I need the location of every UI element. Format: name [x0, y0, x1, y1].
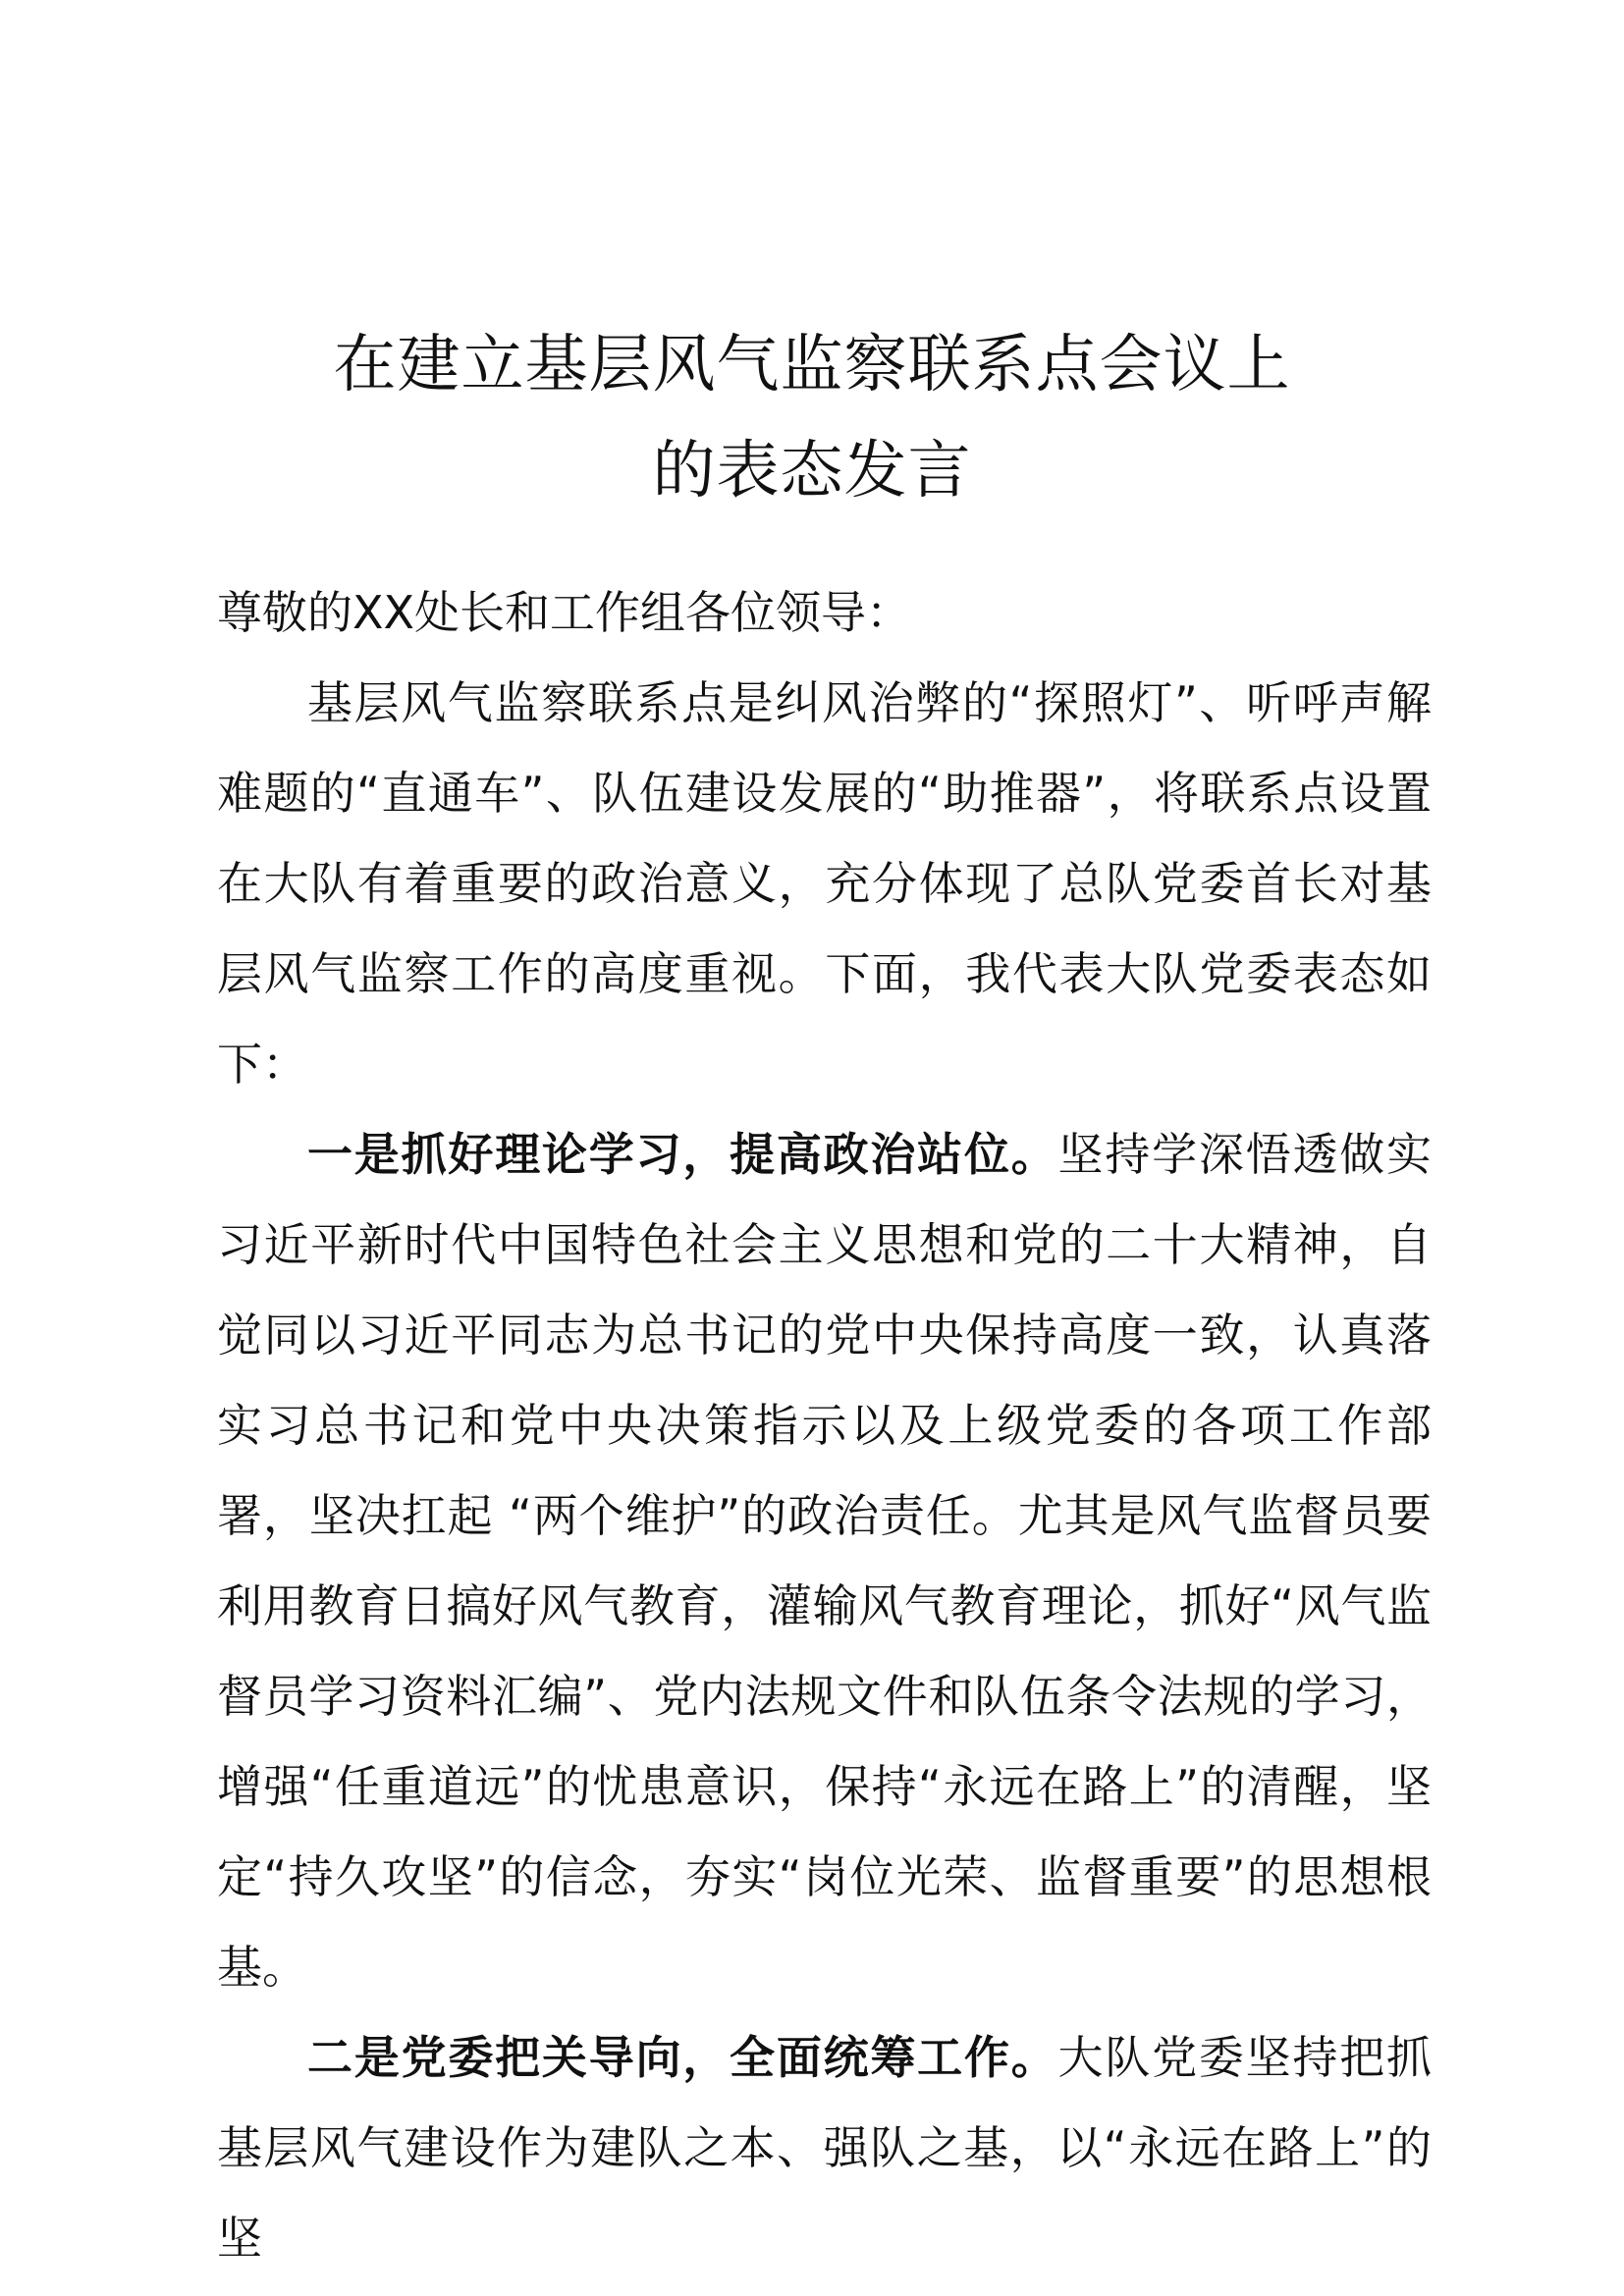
paragraph-theory-study — [217, 1109, 1432, 2012]
paragraph-heading: 一是抓好理论学习，提高政治站位。 — [307, 1128, 1058, 1181]
document-title — [0, 312, 1624, 524]
document-body — [217, 567, 1432, 2283]
paragraph-heading: 二是党委把关导向，全面统筹工作。 — [307, 2031, 1058, 2084]
paragraph-text: 坚持学深悟透做实习近平新时代中国特色社会主义思想和党的二十大精神，自觉同以习近平同志为总书记的党中央保持高度一致，认真落实习总书记和党中央决策指示以及上级党委的各项工作部署，坚决扛起 “两个维护”的政治责任。尤其是风气监督员要利用教育日搞好风气教育，灌输风气教育理论，抓好“风气监督员学习资料汇编”、党内法规文件和队伍条令法规的学习，增强“任重道远”的忧患意识，保持“永远在路上”的清醒，坚定“持久攻坚”的信念，夯实“岗位光荣、监督重要”的思想根基。 — [217, 1128, 1433, 1994]
paragraph-party-committee — [217, 2012, 1432, 2283]
salutation: 尊敬的XX处长和工作组各位领导： — [217, 586, 912, 639]
title-line-2: 的表态发言 — [652, 435, 972, 507]
paragraph-text: 大队党委坚持把抓基层风气建设作为建队之本、强队之基，以“永远在路上”的坚 — [217, 2031, 1433, 2265]
paragraph-text: 基层风气监察联系点是纠风治弊的“探照灯”、听呼声解难题的“直通车”、队伍建设发展的“助推器”，将联系点设置在大队有着重要的政治意义，充分体现了总队党委首长对基层风气监察工作的高度重视。下面，我代表大队党委表态如下： — [217, 676, 1432, 1091]
paragraph-intro — [217, 658, 1432, 1109]
title-line-1: 在建立基层风气监察联系点会议上 — [333, 329, 1291, 401]
